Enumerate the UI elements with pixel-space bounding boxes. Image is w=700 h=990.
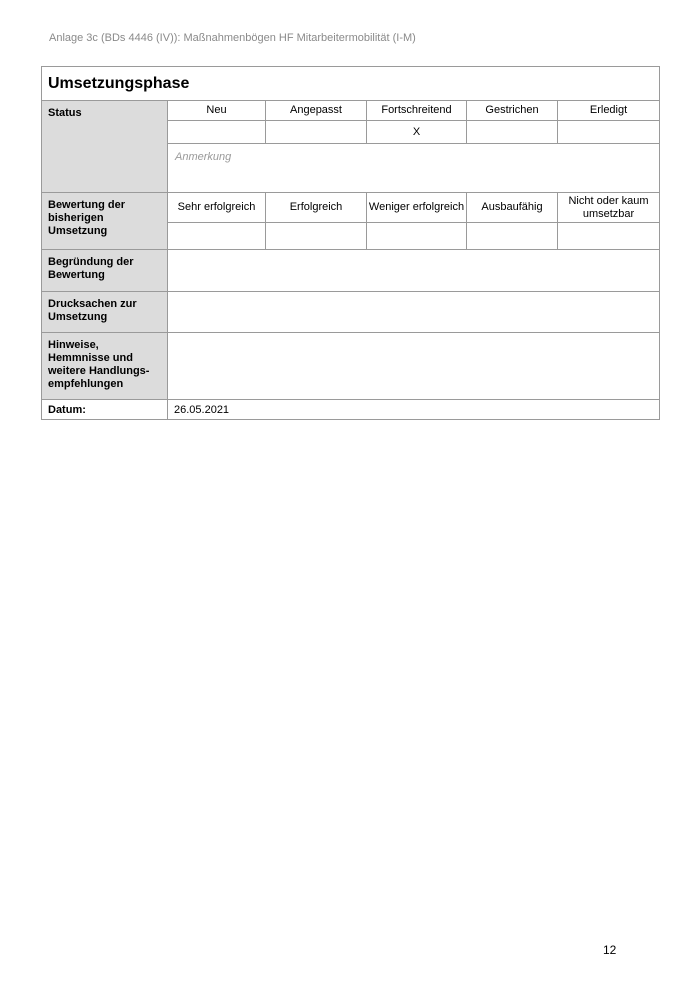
status-note-field[interactable]: Anmerkung — [168, 144, 660, 193]
document-header: Anlage 3c (BDs 4446 (IV)): Maßnahmenbögen HF Mitarbeitermobilität (I-M) — [49, 32, 416, 44]
page-number: 12 — [603, 943, 617, 957]
status-mark-erledigt[interactable] — [558, 121, 660, 144]
status-option-neu: Neu — [168, 101, 266, 121]
bewertung-mark-weniger-erfolgreich[interactable] — [367, 223, 467, 250]
bewertung-option-ausbaufaehig: Ausbaufähig — [467, 193, 558, 223]
status-label: Status — [42, 101, 168, 193]
status-mark-neu[interactable] — [168, 121, 266, 144]
hinweise-field[interactable] — [168, 333, 660, 400]
umsetzungsphase-form — [41, 66, 660, 420]
bewertung-option-nicht-umsetzbar: Nicht oder kaum umsetzbar — [558, 193, 660, 223]
form-title: Umsetzungsphase — [42, 67, 660, 101]
bewertung-option-sehr-erfolgreich: Sehr erfolgreich — [168, 193, 266, 223]
begruendung-field[interactable] — [168, 250, 660, 292]
bewertung-mark-nicht-umsetzbar[interactable] — [558, 223, 660, 250]
bewertung-label: Bewertung der bisherigen Umsetzung — [42, 193, 168, 250]
status-option-gestrichen: Gestrichen — [467, 101, 558, 121]
bewertung-option-weniger-erfolgreich: Weniger erfolgreich — [367, 193, 467, 223]
status-option-angepasst: Angepasst — [266, 101, 367, 121]
hinweise-label: Hinweise, Hemmnisse und weitere Handlungs-empfehlungen — [42, 333, 168, 400]
status-option-erledigt: Erledigt — [558, 101, 660, 121]
datum-label: Datum: — [42, 400, 168, 420]
status-mark-fortschreitend[interactable]: X — [367, 121, 467, 144]
status-mark-gestrichen[interactable] — [467, 121, 558, 144]
datum-value[interactable]: 26.05.2021 — [168, 400, 660, 420]
bewertung-option-erfolgreich: Erfolgreich — [266, 193, 367, 223]
bewertung-mark-ausbaufaehig[interactable] — [467, 223, 558, 250]
bewertung-mark-erfolgreich[interactable] — [266, 223, 367, 250]
bewertung-mark-sehr-erfolgreich[interactable] — [168, 223, 266, 250]
status-mark-angepasst[interactable] — [266, 121, 367, 144]
drucksachen-label: Drucksachen zur Umsetzung — [42, 292, 168, 333]
status-option-fortschreitend: Fortschreitend — [367, 101, 467, 121]
drucksachen-field[interactable] — [168, 292, 660, 333]
begruendung-label: Begründung der Bewertung — [42, 250, 168, 292]
